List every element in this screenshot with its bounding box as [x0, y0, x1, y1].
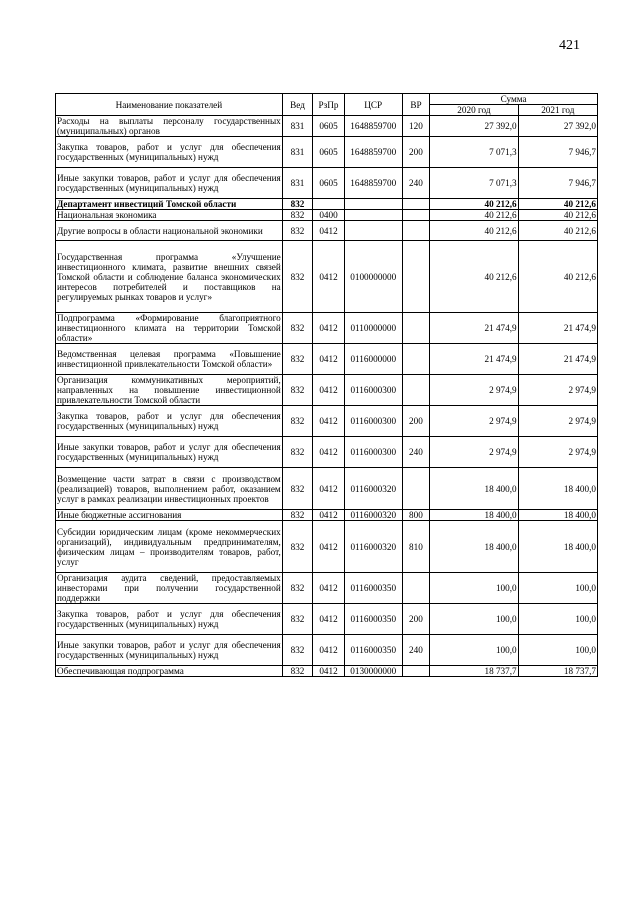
row-rzpr-cell: 0412 [313, 344, 345, 375]
row-csr-cell: 0100000000 [344, 241, 402, 313]
row-rzpr-cell: 0412 [313, 437, 345, 468]
row-sum-2020-cell: 2 974,9 [430, 375, 518, 406]
row-sum-2021-cell: 21 474,9 [518, 313, 597, 344]
row-sum-2020-cell: 21 474,9 [430, 344, 518, 375]
row-rzpr-cell: 0412 [313, 510, 345, 521]
table-row [56, 635, 598, 666]
row-name-cell: Подпрограмма «Формирование благоприятного инвестиционного климата на территории Томской области» [57, 313, 281, 343]
row-rzpr-cell: 0412 [313, 221, 345, 241]
page-number: 421 [559, 38, 580, 53]
header-rzpr: РзПр [313, 94, 345, 116]
table-row [56, 210, 598, 221]
table-row [56, 510, 598, 521]
table-row [56, 666, 598, 677]
row-vr-cell [402, 468, 429, 510]
row-vr-cell [402, 344, 429, 375]
row-csr-cell: 1648859700 [344, 116, 402, 137]
row-sum-2021-cell: 40 212,6 [518, 199, 597, 210]
row-rzpr-cell [313, 199, 345, 210]
row-sum-2020-cell: 18 737,7 [430, 666, 518, 677]
row-csr-cell [344, 199, 402, 210]
row-vr-cell [402, 573, 429, 604]
row-vr-cell: 800 [402, 510, 429, 521]
row-name-cell: Обеспечивающая подпрограмма [56, 666, 283, 677]
row-rzpr-cell: 0412 [313, 521, 345, 573]
header-vr: ВР [402, 94, 429, 116]
row-ved-cell: 832 [282, 199, 313, 210]
row-sum-2020-cell: 7 071,3 [430, 137, 518, 168]
table-row [56, 168, 598, 199]
row-ved-cell: 832 [282, 344, 313, 375]
row-sum-2020-cell: 27 392,0 [430, 116, 518, 137]
row-sum-2020-cell: 100,0 [430, 604, 518, 635]
row-sum-2020-cell: 40 212,6 [430, 221, 518, 241]
row-rzpr-cell: 0412 [313, 468, 345, 510]
row-sum-2021-cell: 18 737,7 [518, 666, 597, 677]
row-name-cell: Закупка товаров, работ и услуг для обеспечения государственных (муниципальных) нужд [56, 406, 283, 437]
row-name-cell: Закупка товаров, работ и услуг для обеспечения государственных (муниципальных) нужд [56, 137, 283, 168]
row-vr-cell [402, 313, 429, 344]
table-row [56, 468, 598, 510]
header-year-2020: 2020 год [430, 105, 518, 116]
row-ved-cell: 832 [282, 210, 313, 221]
row-sum-2020-cell: 21 474,9 [430, 313, 518, 344]
row-rzpr-cell: 0605 [313, 168, 345, 199]
table-row [56, 221, 598, 241]
row-ved-cell: 832 [282, 313, 313, 344]
row-csr-cell: 1648859700 [344, 168, 402, 199]
row-ved-cell: 832 [282, 437, 313, 468]
row-ved-cell: 832 [282, 510, 313, 521]
row-csr-cell: 0116000350 [344, 573, 402, 604]
row-rzpr-cell: 0412 [313, 604, 345, 635]
row-csr-cell [344, 221, 402, 241]
row-ved-cell: 832 [282, 221, 313, 241]
table-row [56, 241, 598, 313]
table-row [56, 116, 598, 137]
row-vr-cell: 810 [402, 521, 429, 573]
row-vr-cell [402, 199, 429, 210]
row-ved-cell: 832 [282, 635, 313, 666]
row-vr-cell: 200 [402, 406, 429, 437]
row-sum-2021-cell: 100,0 [518, 635, 597, 666]
table-row [56, 199, 598, 210]
row-sum-2021-cell: 18 400,0 [518, 468, 597, 510]
table-row [56, 604, 598, 635]
row-ved-cell: 832 [282, 573, 313, 604]
row-sum-2020-cell: 18 400,0 [430, 468, 518, 510]
row-ved-cell: 831 [282, 137, 313, 168]
table-row [56, 437, 598, 468]
row-vr-cell [402, 241, 429, 313]
row-vr-cell: 200 [402, 137, 429, 168]
row-sum-2020-cell: 40 212,6 [430, 210, 518, 221]
row-vr-cell: 240 [402, 168, 429, 199]
header-year-2021: 2021 год [518, 105, 597, 116]
table-row [56, 344, 598, 375]
row-sum-2021-cell: 18 400,0 [518, 521, 597, 573]
row-name-cell: Национальная экономика [56, 210, 283, 221]
row-sum-2021-cell: 2 974,9 [518, 406, 597, 437]
row-name-cell: Государственная программа «Улучшение инвестиционного климата, развитие внешних связей Томской области и соблюдение баланса экономических интересов потребителей и поставщиков на регулируемых рынках товаров и услуг» [56, 241, 283, 313]
row-sum-2020-cell: 18 400,0 [430, 521, 518, 573]
row-sum-2020-cell: 2 974,9 [430, 437, 518, 468]
row-name-cell: Организация коммуникативных мероприятий, направленных на повышение инвестиционной привлекательности Томской области [57, 375, 281, 405]
budget-table [55, 93, 598, 677]
row-csr-cell: 0116000000 [344, 344, 402, 375]
row-ved-cell: 832 [282, 666, 313, 677]
row-rzpr-cell: 0605 [313, 116, 345, 137]
row-csr-cell: 0116000320 [344, 468, 402, 510]
row-vr-cell: 240 [402, 437, 429, 468]
row-sum-2021-cell: 2 974,9 [518, 375, 597, 406]
row-csr-cell: 0116000350 [344, 604, 402, 635]
row-name-cell: Возмещение части затрат в связи с производством (реализацией) товаров, выполнением работ, оказанием услуг в рамках реализации инвестиционных проектов [56, 468, 283, 510]
table-row [56, 406, 598, 437]
row-sum-2020-cell: 40 212,6 [430, 199, 518, 210]
row-name-cell: Иные закупки товаров, работ и услуг для обеспечения государственных (муниципальных) нужд [56, 437, 283, 468]
row-rzpr-cell: 0412 [313, 666, 345, 677]
row-csr-cell: 0116000350 [344, 635, 402, 666]
row-name-cell: Ведомственная целевая программа «Повышение инвестиционной привлекательности Томской области» [56, 344, 283, 375]
row-name-cell: Департамент инвестиций Томской области [56, 199, 283, 210]
row-rzpr-cell: 0605 [313, 137, 345, 168]
row-vr-cell: 240 [402, 635, 429, 666]
row-sum-2021-cell: 100,0 [518, 573, 597, 604]
row-csr-cell: 0116000320 [344, 510, 402, 521]
row-sum-2021-cell: 40 212,6 [518, 241, 597, 313]
row-sum-2021-cell: 7 946,7 [518, 137, 597, 168]
table-row [56, 313, 598, 344]
row-ved-cell: 832 [282, 521, 313, 573]
row-rzpr-cell: 0412 [313, 313, 345, 344]
row-rzpr-cell: 0412 [313, 573, 345, 604]
row-ved-cell: 832 [282, 406, 313, 437]
row-rzpr-cell: 0412 [313, 241, 345, 313]
row-sum-2020-cell: 100,0 [430, 573, 518, 604]
row-sum-2020-cell: 100,0 [430, 635, 518, 666]
row-sum-2021-cell: 100,0 [518, 604, 597, 635]
row-name-cell: Иные бюджетные ассигнования [56, 510, 283, 521]
row-csr-cell: 0130000000 [344, 666, 402, 677]
row-csr-cell: 0110000000 [344, 313, 402, 344]
row-rzpr-cell: 0412 [313, 406, 345, 437]
row-vr-cell [402, 210, 429, 221]
row-ved-cell: 831 [282, 116, 313, 137]
row-sum-2020-cell: 40 212,6 [430, 241, 518, 313]
row-csr-cell: 0116000300 [344, 375, 402, 406]
row-sum-2021-cell: 18 400,0 [518, 510, 597, 521]
header-csr: ЦСР [344, 94, 402, 116]
row-sum-2020-cell: 2 974,9 [430, 406, 518, 437]
row-ved-cell: 832 [282, 241, 313, 313]
table-row [56, 521, 598, 573]
row-csr-cell: 0116000300 [344, 437, 402, 468]
row-sum-2021-cell: 21 474,9 [518, 344, 597, 375]
header-name: Наименование показателей [56, 94, 283, 116]
row-name-cell: Закупка товаров, работ и услуг для обеспечения государственных (муниципальных) нужд [56, 604, 283, 635]
row-ved-cell: 832 [282, 375, 313, 406]
row-name-cell: Иные закупки товаров, работ и услуг для обеспечения государственных (муниципальных) нужд [56, 168, 283, 199]
row-rzpr-cell: 0400 [313, 210, 345, 221]
table-row [56, 375, 598, 406]
row-csr-cell: 0116000300 [344, 406, 402, 437]
header-ved: Вед [282, 94, 313, 116]
row-sum-2021-cell: 27 392,0 [518, 116, 597, 137]
table-row [56, 573, 598, 604]
row-rzpr-cell: 0412 [313, 375, 345, 406]
row-sum-2021-cell: 7 946,7 [518, 168, 597, 199]
row-ved-cell: 831 [282, 168, 313, 199]
row-vr-cell [402, 375, 429, 406]
row-vr-cell: 200 [402, 604, 429, 635]
header-sum: Сумма [430, 94, 598, 105]
row-ved-cell: 832 [282, 468, 313, 510]
row-vr-cell: 120 [402, 116, 429, 137]
table-row [56, 137, 598, 168]
row-name-cell: Субсидии юридическим лицам (кроме некоммерческих организаций), индивидуальным предпринимателям, физическим лицам – производителям товаров, работ, услуг [56, 521, 283, 573]
row-csr-cell: 1648859700 [344, 137, 402, 168]
row-rzpr-cell: 0412 [313, 635, 345, 666]
row-name-cell: Расходы на выплаты персоналу государственных (муниципальных) органов [57, 116, 281, 136]
row-csr-cell [344, 210, 402, 221]
table-body [56, 116, 598, 677]
row-sum-2020-cell: 7 071,3 [430, 168, 518, 199]
row-vr-cell [402, 666, 429, 677]
row-csr-cell: 0116000320 [344, 521, 402, 573]
row-ved-cell: 832 [282, 604, 313, 635]
row-name-cell: Иные закупки товаров, работ и услуг для обеспечения государственных (муниципальных) нужд [56, 635, 283, 666]
row-sum-2021-cell: 2 974,9 [518, 437, 597, 468]
row-name-cell: Организация аудита сведений, предоставляемых инвесторами при получении государственной поддержки [57, 573, 281, 603]
row-name-cell: Другие вопросы в области национальной экономики [56, 221, 283, 241]
row-sum-2020-cell: 18 400,0 [430, 510, 518, 521]
row-sum-2021-cell: 40 212,6 [518, 221, 597, 241]
row-vr-cell [402, 221, 429, 241]
row-sum-2021-cell: 40 212,6 [518, 210, 597, 221]
